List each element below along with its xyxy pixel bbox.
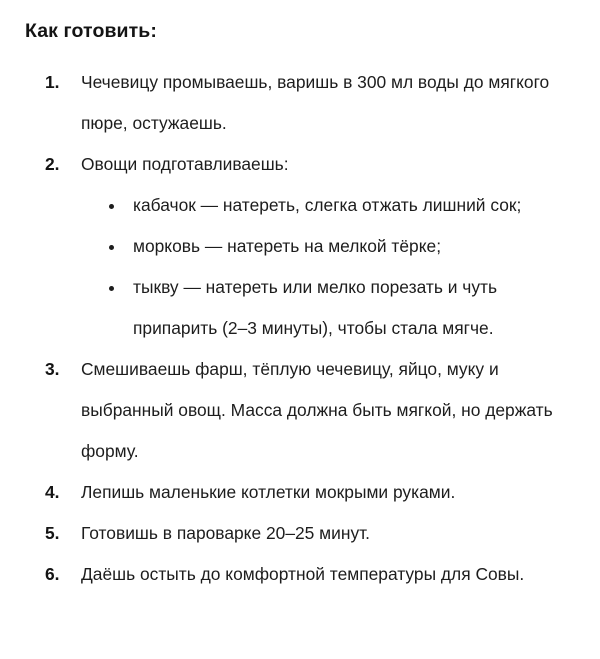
step-text: Овощи подготавливаешь: xyxy=(81,154,289,174)
page-title: Как готовить: xyxy=(25,20,157,42)
step-number: 6. xyxy=(45,564,60,584)
list-item xyxy=(25,144,580,349)
recipe-steps-list xyxy=(25,62,580,595)
step-number: 3. xyxy=(45,359,60,379)
list-item xyxy=(25,513,580,554)
bullet-icon xyxy=(109,204,114,209)
list-item xyxy=(25,62,580,144)
list-item xyxy=(81,226,580,267)
sub-item-text: тыкву — натереть или мелко порезать и чуть припарить (2–3 минуты), чтобы стала мягче. xyxy=(133,277,498,338)
step-text: Смешиваешь фарш, тёплую чечевицу, яйцо, муку и выбранный овощ. Масса должна быть мягкой, но держать форму. xyxy=(81,359,553,461)
list-item xyxy=(25,554,580,595)
bullet-icon xyxy=(109,286,114,291)
step-text: Даёшь остыть до комфортной температуры для Совы. xyxy=(81,564,525,584)
step-text: Готовишь в пароварке 20–25 минут. xyxy=(81,523,371,543)
vegetable-sublist xyxy=(81,185,580,349)
bullet-icon xyxy=(109,245,114,250)
step-number: 2. xyxy=(45,154,60,174)
list-item xyxy=(81,267,580,349)
sub-item-text: кабачок — натереть, слегка отжать лишний сок; xyxy=(133,195,522,215)
step-number: 1. xyxy=(45,72,60,92)
list-item xyxy=(25,472,580,513)
list-item xyxy=(25,349,580,472)
step-text: Лепишь маленькие котлетки мокрыми руками. xyxy=(81,482,456,502)
sub-item-text: морковь — натереть на мелкой тёрке; xyxy=(133,236,442,256)
step-number: 4. xyxy=(45,482,60,502)
step-number: 5. xyxy=(45,523,60,543)
list-item xyxy=(81,185,580,226)
step-text: Чечевицу промываешь, варишь в 300 мл воды до мягкого пюре, остужаешь. xyxy=(81,72,550,133)
